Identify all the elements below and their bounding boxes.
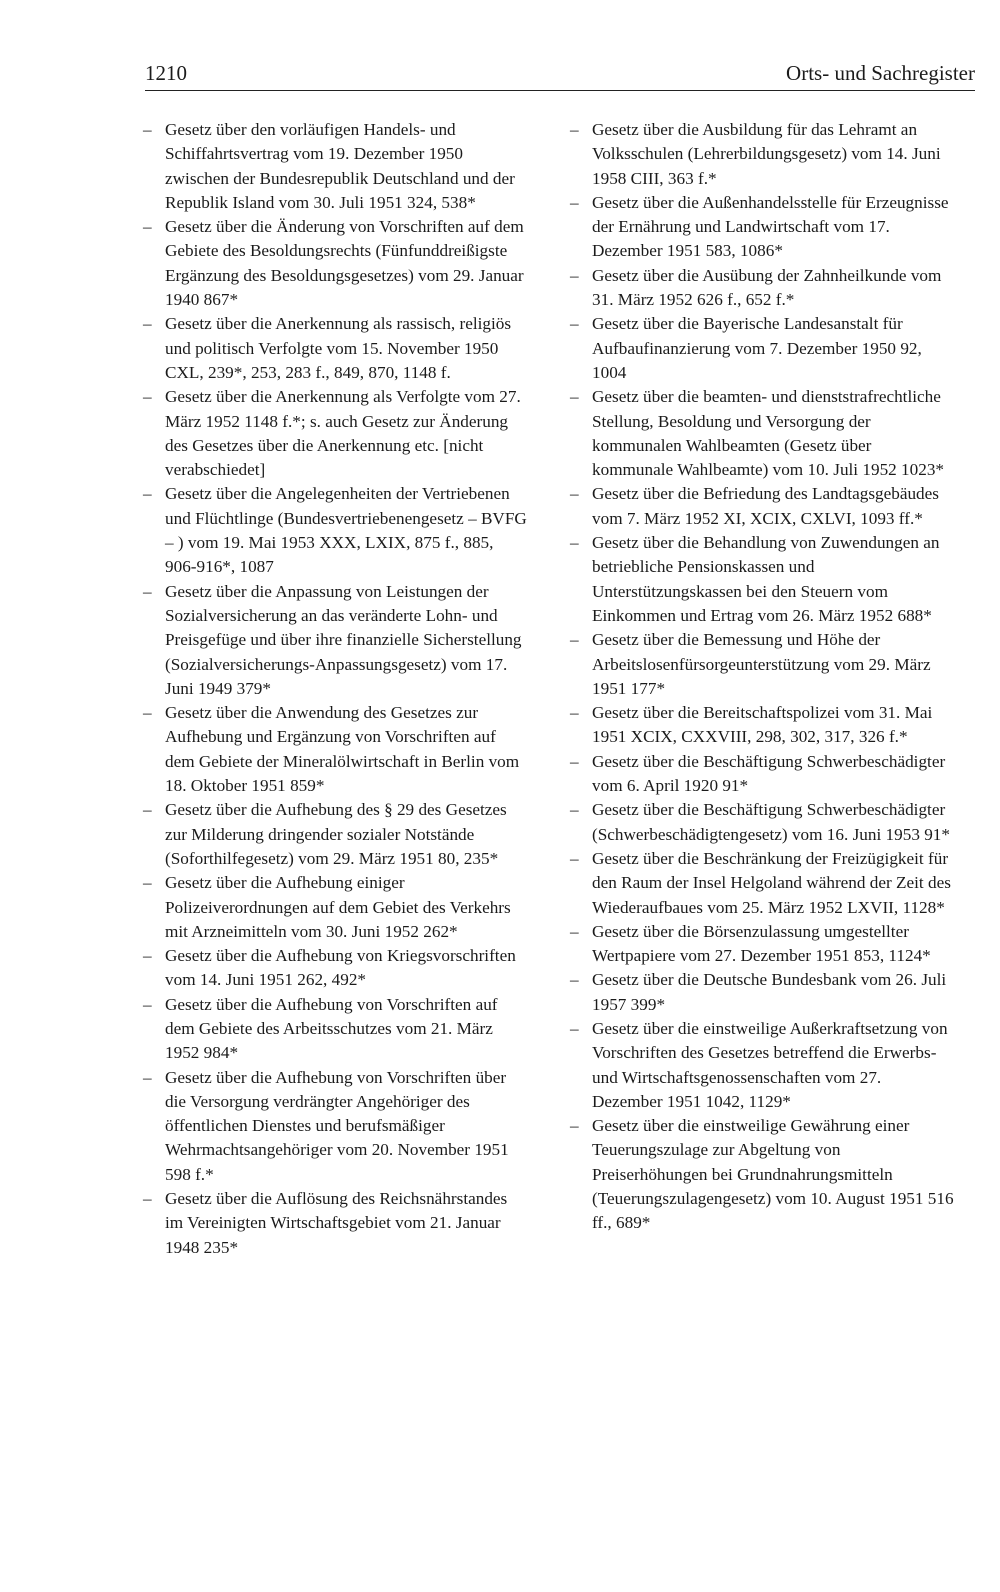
entry-dash: – [143, 387, 152, 407]
index-entry [143, 798, 528, 871]
running-title: Orts- und Sachregister [786, 61, 975, 85]
index-entry [143, 871, 528, 944]
index-entry [570, 191, 955, 264]
entry-dash: – [570, 630, 579, 650]
index-entry [570, 798, 955, 847]
index-entry [570, 531, 955, 628]
entry-dash: – [143, 314, 152, 334]
entry-text: Gesetz über die Deutsche Bundesbank vom 26. Juli 1957 399* [592, 970, 947, 1014]
entry-dash: – [570, 848, 579, 868]
index-entry [570, 701, 955, 750]
entry-text: Gesetz über die Außenhandelsstelle für Erzeugnisse der Ernährung und Landwirtschaft vom 17. Dezember 1951 583, 1086* [592, 192, 949, 261]
entry-dash: – [570, 387, 579, 407]
entry-text: Gesetz über den vorläufigen Handels- und Schiffahrtsvertrag vom 19. Dezember 1950 zwischen der Bundesrepublik Deutschland und der Republik Island vom 30. Juli 1951 324, 538* [165, 120, 515, 212]
entry-text: Gesetz über die Aufhebung einiger Polizeiverordnungen auf dem Gebiet des Verkehrs mit Arzneimitteln vom 30. Juni 1952 262* [165, 873, 511, 941]
entry-text: Gesetz über die einstweilige Gewährung einer Teuerungszulage zur Abgeltung von Preiserhöhungen bei Grundnahrungsmitteln (Teuerungszulagengesetz) vom 10. August 1951 516 ff., 689* [592, 1116, 954, 1233]
entry-dash: – [143, 120, 152, 139]
entry-text: Gesetz über die beamten- und dienststrafrechtliche Stellung, Besoldung und Versorgung der kommunalen Wahlbeamten (Gesetz über kommunale Wahlbeamte) vom 10. Juli 1952 1023* [592, 387, 945, 480]
entry-text: Gesetz über die Aufhebung von Vorschriften auf dem Gebiete des Arbeitsschutzes vom 21. März 1952 984* [165, 994, 498, 1063]
index-entry [143, 385, 528, 482]
index-entry [570, 264, 955, 313]
entry-dash: – [143, 581, 152, 601]
entry-text: Gesetz über die Beschränkung der Freizügigkeit für den Raum der Insel Helgoland während der Zeit des Wiederaufbaues vom 25. März 1952 LXVII, 1128* [592, 848, 951, 917]
index-entry [143, 993, 528, 1066]
entry-dash: – [570, 484, 579, 504]
entry-dash: – [570, 921, 579, 941]
index-entry [143, 482, 528, 579]
index-column-left [143, 118, 528, 1260]
entry-dash: – [143, 484, 152, 504]
index-entry [570, 312, 955, 385]
index-entry [570, 1017, 955, 1114]
entry-text: Gesetz über die Änderung von Vorschriften auf dem Gebiete des Besoldungsrechts (Fünfunddreißigste Ergänzung des Besoldungsgesetzes) vom 29. Januar 1940 867* [165, 217, 524, 310]
entry-dash: – [143, 946, 152, 966]
entry-text: Gesetz über die Bemessung und Höhe der Arbeitslosenfürsorgeunterstützung vom 29. März 1951 177* [592, 630, 931, 698]
entry-dash: – [570, 533, 579, 553]
entry-dash: – [570, 1018, 579, 1038]
entry-text: Gesetz über die Aufhebung von Vorschriften über die Versorgung verdrängter Angehöriger des öffentlichen Dienstes und berufsmäßiger Wehrmachtsangehöriger vom 20. November 1951 598 f.* [165, 1067, 509, 1184]
entry-dash: – [143, 994, 152, 1014]
entry-text: Gesetz über die Ausübung der Zahnheilkunde vom 31. März 1952 626 f., 652 f.* [592, 265, 942, 310]
page-number: 1210 [145, 61, 187, 85]
index-entry [143, 1187, 528, 1260]
index-column-right [570, 118, 955, 1236]
entry-text: Gesetz über die Bayerische Landesanstalt für Aufbaufinanzierung vom 7. Dezember 1950 92, 1004 [592, 314, 922, 382]
entry-text: Gesetz über die Befriedung des Landtagsgebäudes vom 7. März 1952 XI, XCIX, CXLVI, 1093 ff.* [592, 484, 939, 528]
index-entry [143, 312, 528, 385]
page-header [145, 50, 975, 91]
index-entry [570, 385, 955, 482]
entry-dash: – [570, 800, 579, 820]
index-entry [570, 920, 955, 969]
entry-text: Gesetz über die Behandlung von Zuwendungen an betriebliche Pensionskassen und Unterstützungskassen bei den Steuern vom Einkommen und Ertrag vom 26. März 1952 688* [592, 533, 940, 625]
index-entry [143, 118, 528, 215]
entry-text: Gesetz über die Beschäftigung Schwerbeschädigter (Schwerbeschädigtengesetz) vom 16. Juni 1953 91* [592, 800, 950, 844]
index-entry [570, 968, 955, 1017]
entry-text: Gesetz über die Börsenzulassung umgestellter Wertpapiere vom 27. Dezember 1951 853, 1124* [592, 921, 931, 966]
entry-text: Gesetz über die Ausbildung für das Lehramt an Volksschulen (Lehrerbildungsgesetz) vom 14. Juni 1958 CIII, 363 f.* [592, 120, 941, 188]
index-entry [570, 750, 955, 799]
index-entry [570, 628, 955, 701]
index-entry [570, 847, 955, 920]
entry-dash: – [143, 217, 152, 237]
entry-dash: – [143, 800, 152, 820]
entry-dash: – [570, 1116, 579, 1136]
entry-text: Gesetz über die Aufhebung von Kriegsvorschriften vom 14. Juni 1951 262, 492* [165, 946, 516, 990]
entry-text: Gesetz über die Angelegenheiten der Vertriebenen und Flüchtlinge (Bundesvertriebenengesetz – BVFG – ) vom 19. Mai 1953 XXX, LXIX, 875 f., 885, 906-916*, 1087 [165, 484, 527, 577]
entry-dash: – [570, 751, 579, 771]
entry-dash: – [570, 192, 579, 212]
entry-dash: – [570, 314, 579, 334]
index-entry [570, 118, 955, 191]
entry-text: Gesetz über die Anerkennung als Verfolgte vom 27. März 1952 1148 f.*; s. auch Gesetz zur Änderung des Gesetzes über die Anerkennung etc. [nicht verabschiedet] [165, 387, 521, 480]
entry-text: Gesetz über die Anpassung von Leistungen der Sozialversicherung an das veränderte Lohn- und Preisgefüge und über ihre finanzielle Sicherstellung (Sozialversicherungs-Anpassungsgesetz) vom 17. Juni 1949 379* [165, 581, 522, 698]
entry-text: Gesetz über die Anerkennung als rassisch, religiös und politisch Verfolgte vom 15. November 1950 CXL, 239*, 253, 283 f., 849, 870, 1148 f. [165, 314, 512, 382]
index-entry [143, 580, 528, 701]
entry-text: Gesetz über die Beschäftigung Schwerbeschädigter vom 6. April 1920 91* [592, 751, 946, 796]
entry-dash: – [143, 873, 152, 893]
entry-dash: – [143, 1189, 152, 1209]
entry-dash: – [143, 1067, 152, 1087]
entry-dash: – [570, 970, 579, 990]
entry-text: Gesetz über die einstweilige Außerkraftsetzung von Vorschriften des Gesetzes betreffend die Erwerbs- und Wirtschaftsgenossenschaften vom 27. Dezember 1951 1042, 1129* [592, 1018, 948, 1111]
entry-dash: – [143, 703, 152, 723]
index-entry [143, 701, 528, 798]
entry-dash: – [570, 265, 579, 285]
entry-text: Gesetz über die Aufhebung des § 29 des Gesetzes zur Milderung dringender sozialer Notstände (Soforthilfegesetz) vom 29. März 1951 80, 235* [165, 800, 507, 868]
entry-text: Gesetz über die Anwendung des Gesetzes zur Aufhebung und Ergänzung von Vorschriften auf dem Gebiete der Mineralölwirtschaft in Berlin vom 18. Oktober 1951 859* [165, 703, 520, 796]
entry-text: Gesetz über die Bereitschaftspolizei vom 31. Mai 1951 XCIX, CXXVIII, 298, 302, 317, 326 f.* [592, 703, 933, 747]
index-entry [143, 1066, 528, 1187]
entry-text: Gesetz über die Auflösung des Reichsnährstandes im Vereinigten Wirtschaftsgebiet vom 21. Januar 1948 235* [165, 1189, 508, 1257]
index-entry [143, 215, 528, 312]
index-entry [570, 482, 955, 531]
entry-dash: – [570, 703, 579, 723]
index-entry [143, 944, 528, 993]
index-entry [570, 1114, 955, 1235]
entry-dash: – [570, 120, 579, 139]
